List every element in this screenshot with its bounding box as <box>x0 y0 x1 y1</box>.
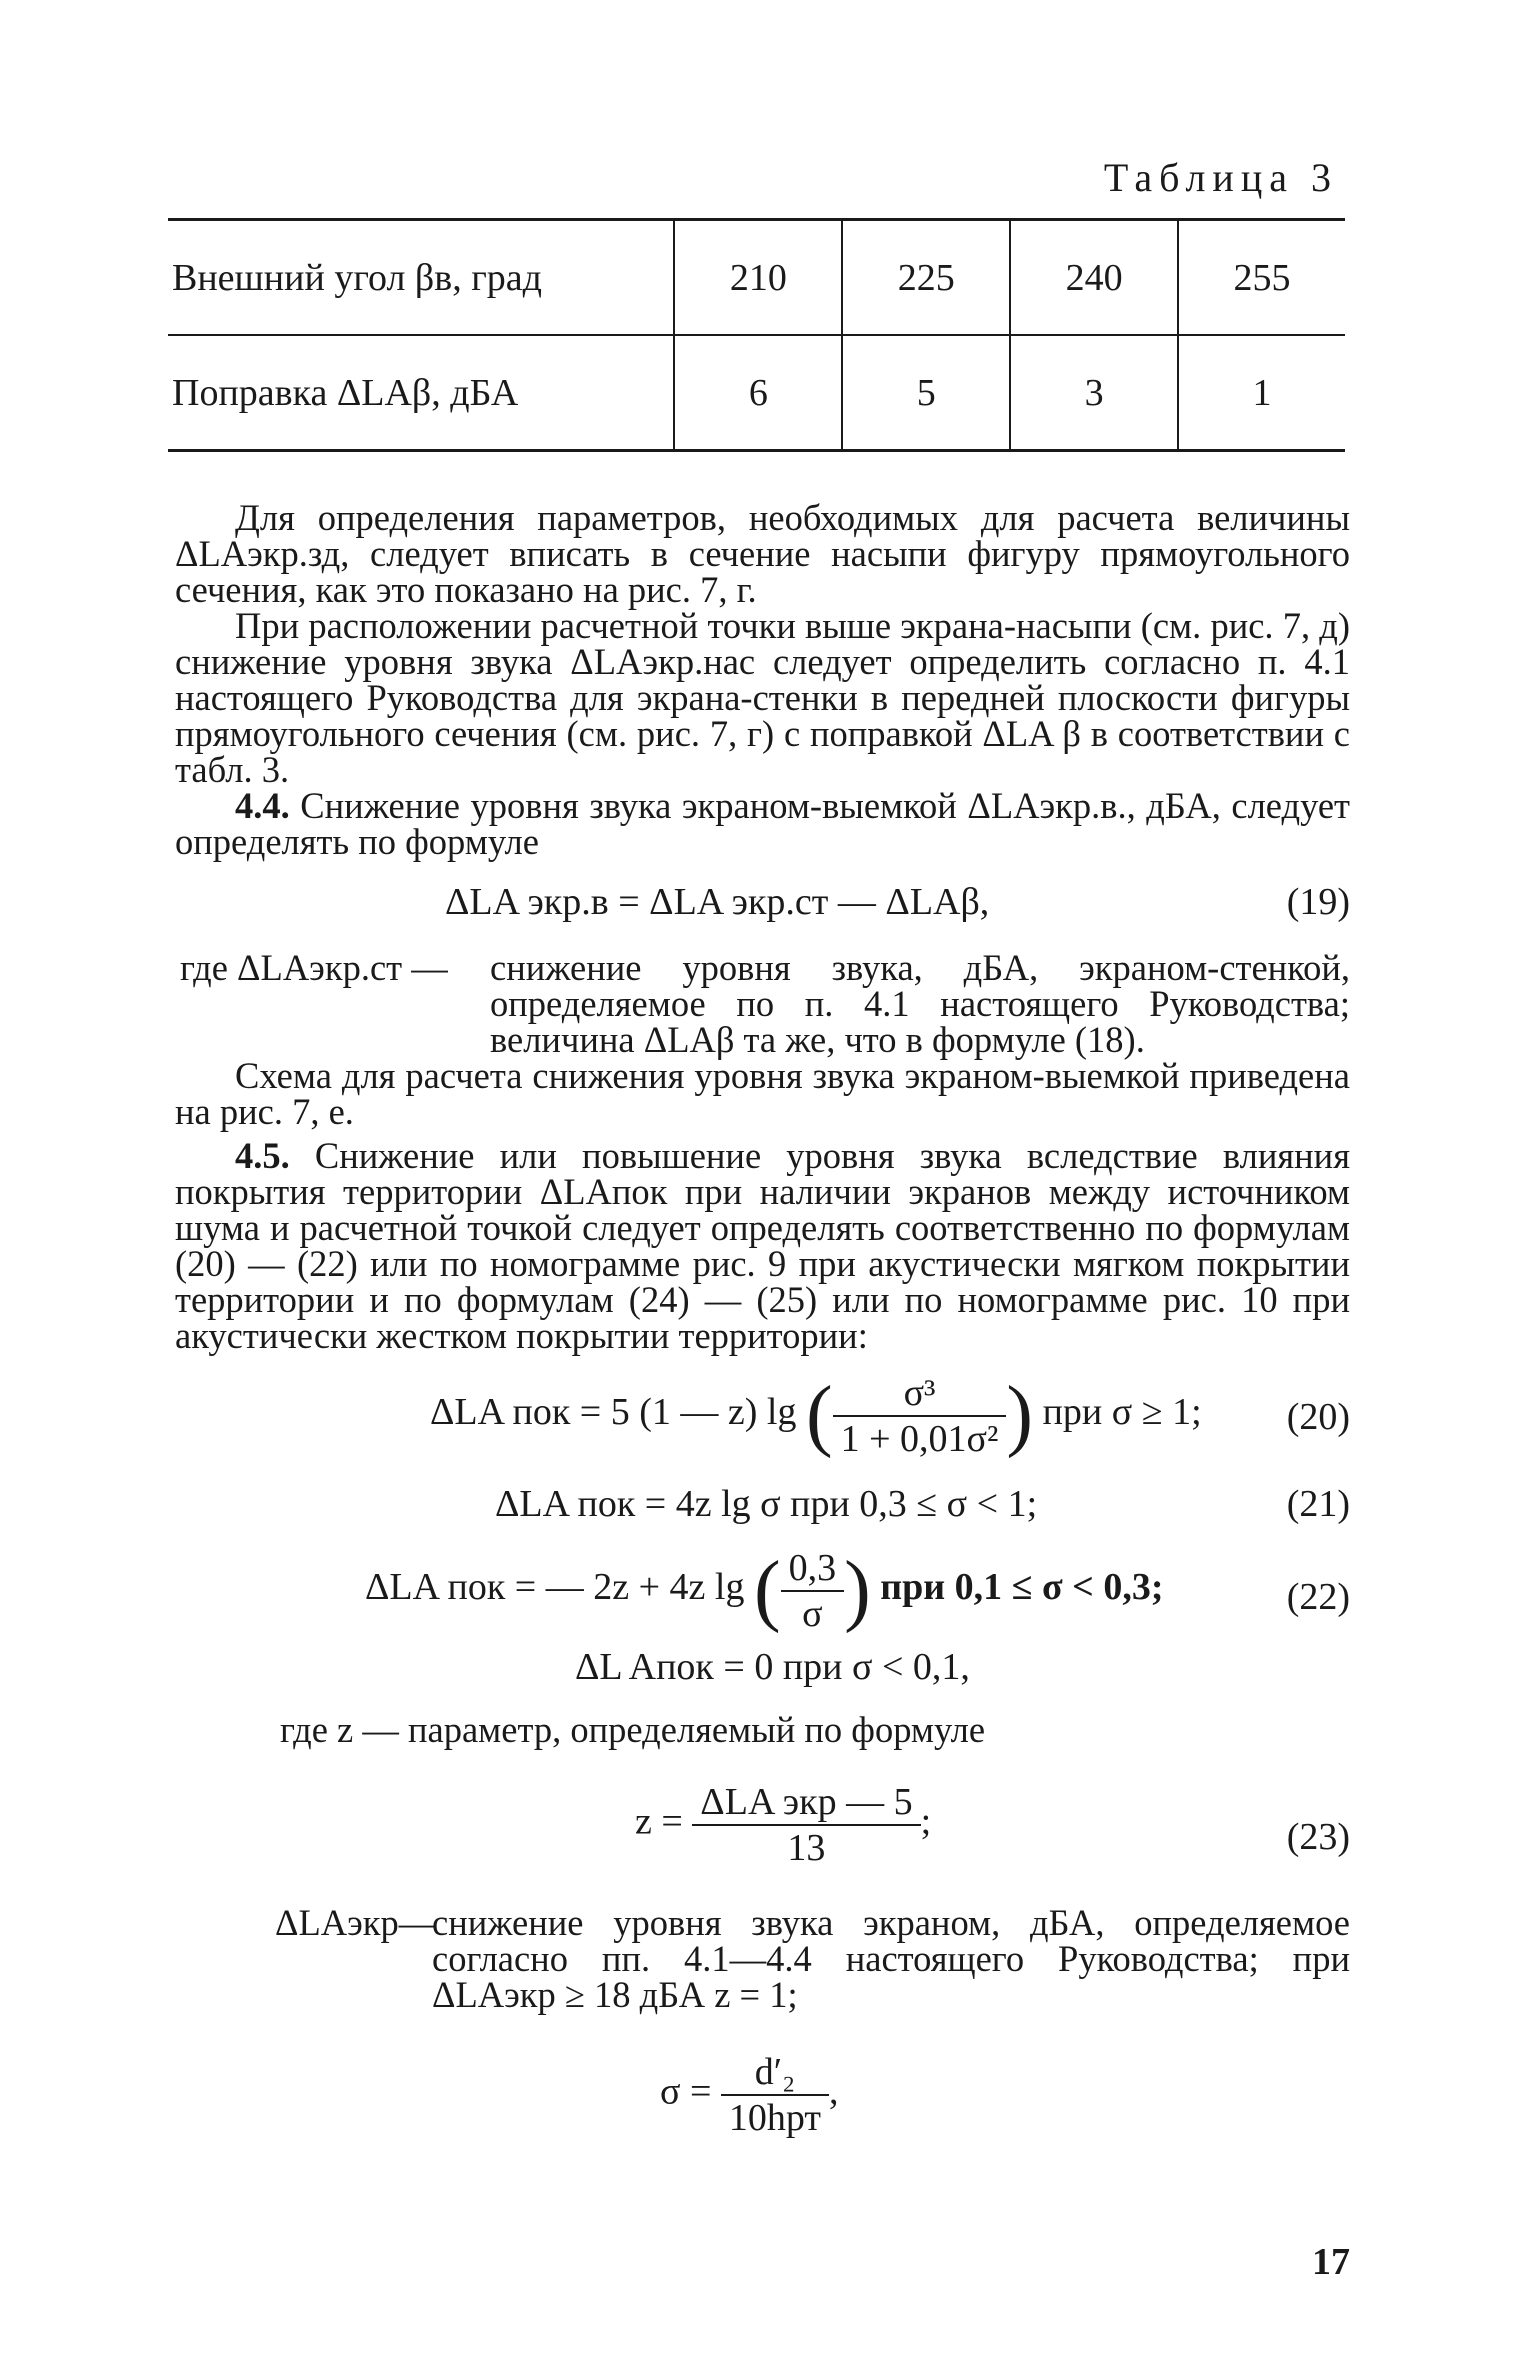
where-definition-text: снижение уровня звука экраном, дБА, определяемое согласно пп. 4.1—4.4 настоящего Руководства; при ΔLAэкр ≥ 18 дБА z = 1; <box>432 1902 1350 2015</box>
fraction-denominator: 1 + 0,01σ² <box>840 1417 999 1460</box>
paragraph-text: Снижение уровня звука экраном-выемкой ΔLAэкр.в., дБА, следует определять по формуле <box>175 785 1350 862</box>
paren-right: ) <box>1006 1371 1034 1459</box>
section-number: 4.5. <box>235 1135 290 1176</box>
table-cell: 6 <box>674 335 842 451</box>
table-cell: 240 <box>1010 220 1178 336</box>
paragraph: Для определения параметров, необходимых для расчета величины ΔLAэкр.зд, следует вписать в сечение насыпи фигуру прямоугольного сечения, как это показано на рис. 7, г. <box>175 497 1350 610</box>
table-cell: 225 <box>842 220 1010 336</box>
equation-number: (19) <box>1286 881 1350 923</box>
paragraph <box>175 785 1350 862</box>
where-z: где z — параметр, определяемый по формуле <box>280 1709 986 1750</box>
fraction-denominator: σ <box>802 1592 823 1635</box>
paren-right: ) <box>844 1546 871 1634</box>
table-row-label: Внешний угол βв, град <box>168 220 674 336</box>
formula-22-condition: при 0,1 ≤ σ < 0,3; <box>880 1566 1164 1609</box>
where-term: где ΔLAэкр.ст — <box>180 947 448 988</box>
formula-20 <box>430 1370 1202 1461</box>
page-number: 17 <box>1312 2241 1350 2283</box>
paragraph: Схема для расчета снижения уровня звука экраном-выемкой приведена на рис. 7, е. <box>175 1055 1350 1132</box>
paren-left: ( <box>805 1371 833 1459</box>
where-definition <box>490 947 1350 1060</box>
equation-number: (22) <box>1286 1576 1350 1618</box>
formula-23-tail: ; <box>920 1800 932 1843</box>
formula-21: ΔLA пок = 4z lg σ при 0,3 ≤ σ < 1; <box>495 1483 1038 1525</box>
formula-23-left: z = <box>635 1800 683 1843</box>
body-text-block-2 <box>175 1055 1351 1356</box>
equation-number: (21) <box>1286 1483 1350 1525</box>
fraction-denominator: 13 <box>787 1827 826 1869</box>
table-row <box>168 335 1345 451</box>
section-number: 4.4. <box>235 785 290 826</box>
table-cell: 210 <box>674 220 842 336</box>
fraction <box>721 2050 829 2140</box>
formula-20-left: ΔLA пок = 5 (1 — z) lg <box>430 1391 797 1434</box>
fraction <box>833 1371 1007 1461</box>
formula-sigma <box>660 2050 839 2140</box>
table-cell: 3 <box>1010 335 1178 451</box>
formula-20-condition: при σ ≥ 1; <box>1042 1391 1202 1434</box>
table-cell: 255 <box>1178 220 1345 336</box>
formula-sigma-left: σ = <box>660 2070 712 2113</box>
paren-left: ( <box>753 1546 781 1634</box>
formula-sigma-tail: , <box>829 2070 839 2113</box>
table-row-label: Поправка ΔLAβ, дБА <box>168 335 674 451</box>
formula-19: ΔLA экр.в = ΔLA экр.ст — ΔLAβ, <box>445 881 990 923</box>
equation-number: (23) <box>1286 1816 1350 1858</box>
where-definition <box>432 1902 1350 2015</box>
formula-22-left: ΔLA пок = — 2z + 4z lg <box>365 1566 745 1609</box>
fraction-numerator: σ³ <box>833 1371 1007 1417</box>
formula-23 <box>635 1780 931 1870</box>
fraction <box>781 1546 845 1636</box>
paragraph: При расположении расчетной точки выше экрана-насыпи (см. рис. 7, д) снижение уровня звука ΔLAэкр.нас следует определить согласно п. 4.1 настоящего Руководства для экрана-стенки в передней плоскости фигуры прямоугольного сечения (см. рис. 7, г) с поправкой ΔLA β в соответствии с табл. 3. <box>175 605 1350 790</box>
where-term: ΔLAэкр— <box>275 1902 436 1943</box>
fraction-denominator: 10hрт <box>728 2097 822 2139</box>
table-cell: 1 <box>1178 335 1345 451</box>
table-3 <box>168 218 1345 452</box>
where-definition-text: снижение уровня звука, дБА, экраном-стенкой, определяемое по п. 4.1 настоящего Руководства; величина ΔLAβ та же, что в формуле (18). <box>490 947 1350 1060</box>
table-cell: 5 <box>842 335 1010 451</box>
equation-number: (20) <box>1286 1396 1350 1438</box>
paragraph <box>175 1135 1351 1356</box>
table-row <box>168 220 1345 336</box>
formula-22 <box>365 1545 1164 1636</box>
fraction-numerator: 0,3 <box>781 1546 845 1592</box>
body-text-block-1 <box>175 497 1350 862</box>
fraction-numerator: ΔLA экр — 5 <box>692 1780 920 1826</box>
fraction <box>692 1780 920 1870</box>
formula-22b: ΔL Aпок = 0 при σ < 0,1, <box>575 1646 970 1688</box>
paragraph-text: Снижение или повышение уровня звука вследствие влияния покрытия территории ΔLAпок при наличии экранов между источником шума и расчетной точкой следует определять соответственно по формулам (20) — (22) или по номограмме рис. 9 при акустически мягком покрытии территории и по формулам (24) — (25) или по номограмме рис. 10 при акустически жестком покрытии территории: <box>175 1135 1351 1356</box>
fraction-numerator: d′₂ <box>721 2050 829 2096</box>
table-caption: Таблица 3 <box>1103 155 1338 200</box>
